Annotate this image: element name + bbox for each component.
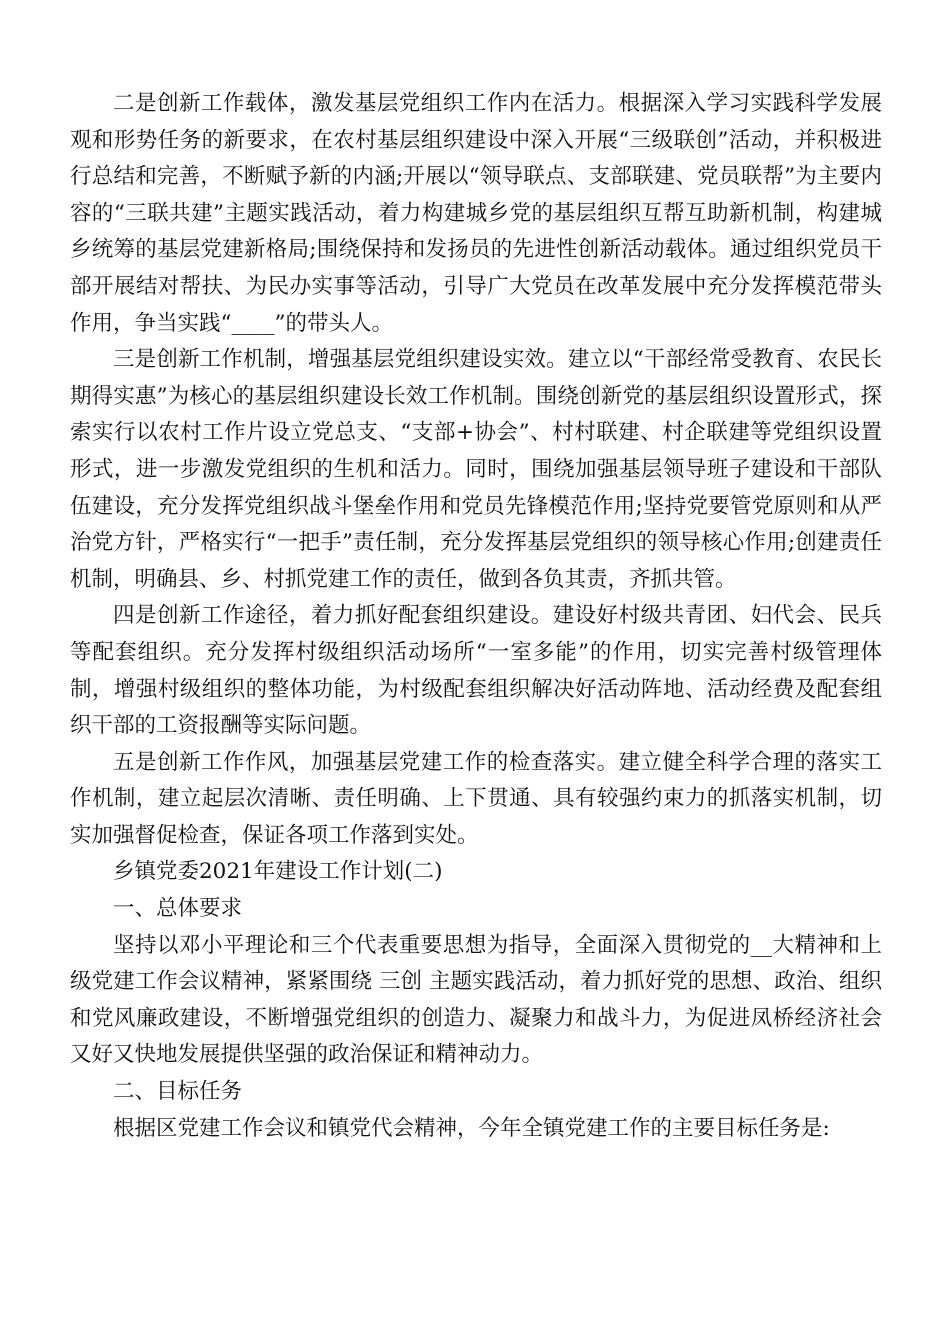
heading-targets-tasks: 二、目标任务: [113, 1079, 243, 1105]
paragraph-targets-intro: 根据区党建工作会议和镇党代会精神，今年全镇党建工作的主要目标任务是:: [113, 1115, 830, 1141]
paragraph-general-requirements: 坚持以邓小平理论和三个代表重要思想为指导，全面深入贯彻党的__大精神和上级党建工作会议精神，紧紧围绕 三创 主题实践活动，着力抓好党的思想、政治、组织和党风廉政建设，不断增强党组织的创造力、凝聚力和战斗力，为促进凤桥经济社会又好又快地发展提供坚强的政治保证和精神动力。: [70, 932, 882, 1068]
heading-general-requirements: 一、总体要求: [113, 896, 243, 922]
paragraph-innovation-style: 五是创新工作作风，加强基层党建工作的检查落实。建立健全科学合理的落实工作机制，建立起层次清晰、责任明确、上下贯通、具有较强约束力的抓落实机制，切实加强督促检查，保证各项工作落到实处。: [70, 749, 882, 848]
document-page: [70, 86, 882, 1147]
paragraph-innovation-mechanism: 三是创新工作机制，增强基层党组织建设实效。建立以“干部经常受教育、农民长期得实惠”为核心的基层组织建设长效工作机制。围绕创新党的基层组织设置形式，探索实行以农村工作片设立党总支、“支部+协会”、村村联建、村企联建等党组织设置形式，进一步激发党组织的生机和活力。同时，围绕加强基层领导班子建设和干部队伍建设，充分发挥党组织战斗堡垒作用和党员先锋模范作用;坚持党要管党原则和从严治党方针，严格实行“一把手”责任制，充分发挥基层党组织的领导核心作用;创建责任机制，明确县、乡、村抓党建工作的责任，做到各负其责，齐抓共管。: [70, 347, 882, 592]
paragraph-innovation-carrier: 二是创新工作载体，激发基层党组织工作内在活力。根据深入学习实践科学发展观和形势任务的新要求，在农村基层组织建设中深入开展“三级联创”活动，并积极进行总结和完善，不断赋予新的内涵;开展以“领导联点、支部联建、党员联帮”为主要内容的“三联共建”主题实践活动，着力构建城乡党的基层组织互帮互助新机制，构建城乡统筹的基层党建新格局;围绕保持和发扬员的先进性创新活动载体。通过组织党员干部开展结对帮扶、为民办实事等活动，引导广大党员在改革发展中充分发挥模范带头作用，争当实践“____”的带头人。: [70, 91, 882, 336]
paragraph-innovation-approach: 四是创新工作途径，着力抓好配套组织建设。建设好村级共青团、妇代会、民兵等配套组织。充分发挥村级组织活动场所“一室多能”的作用，切实完善村级管理体制，增强村级组织的整体功能，为村级配套组织解决好活动阵地、活动经费及配套组织干部的工资报酬等实际问题。: [70, 603, 882, 739]
section-title-plan-two: 乡镇党委2021年建设工作计划(二): [113, 859, 443, 885]
